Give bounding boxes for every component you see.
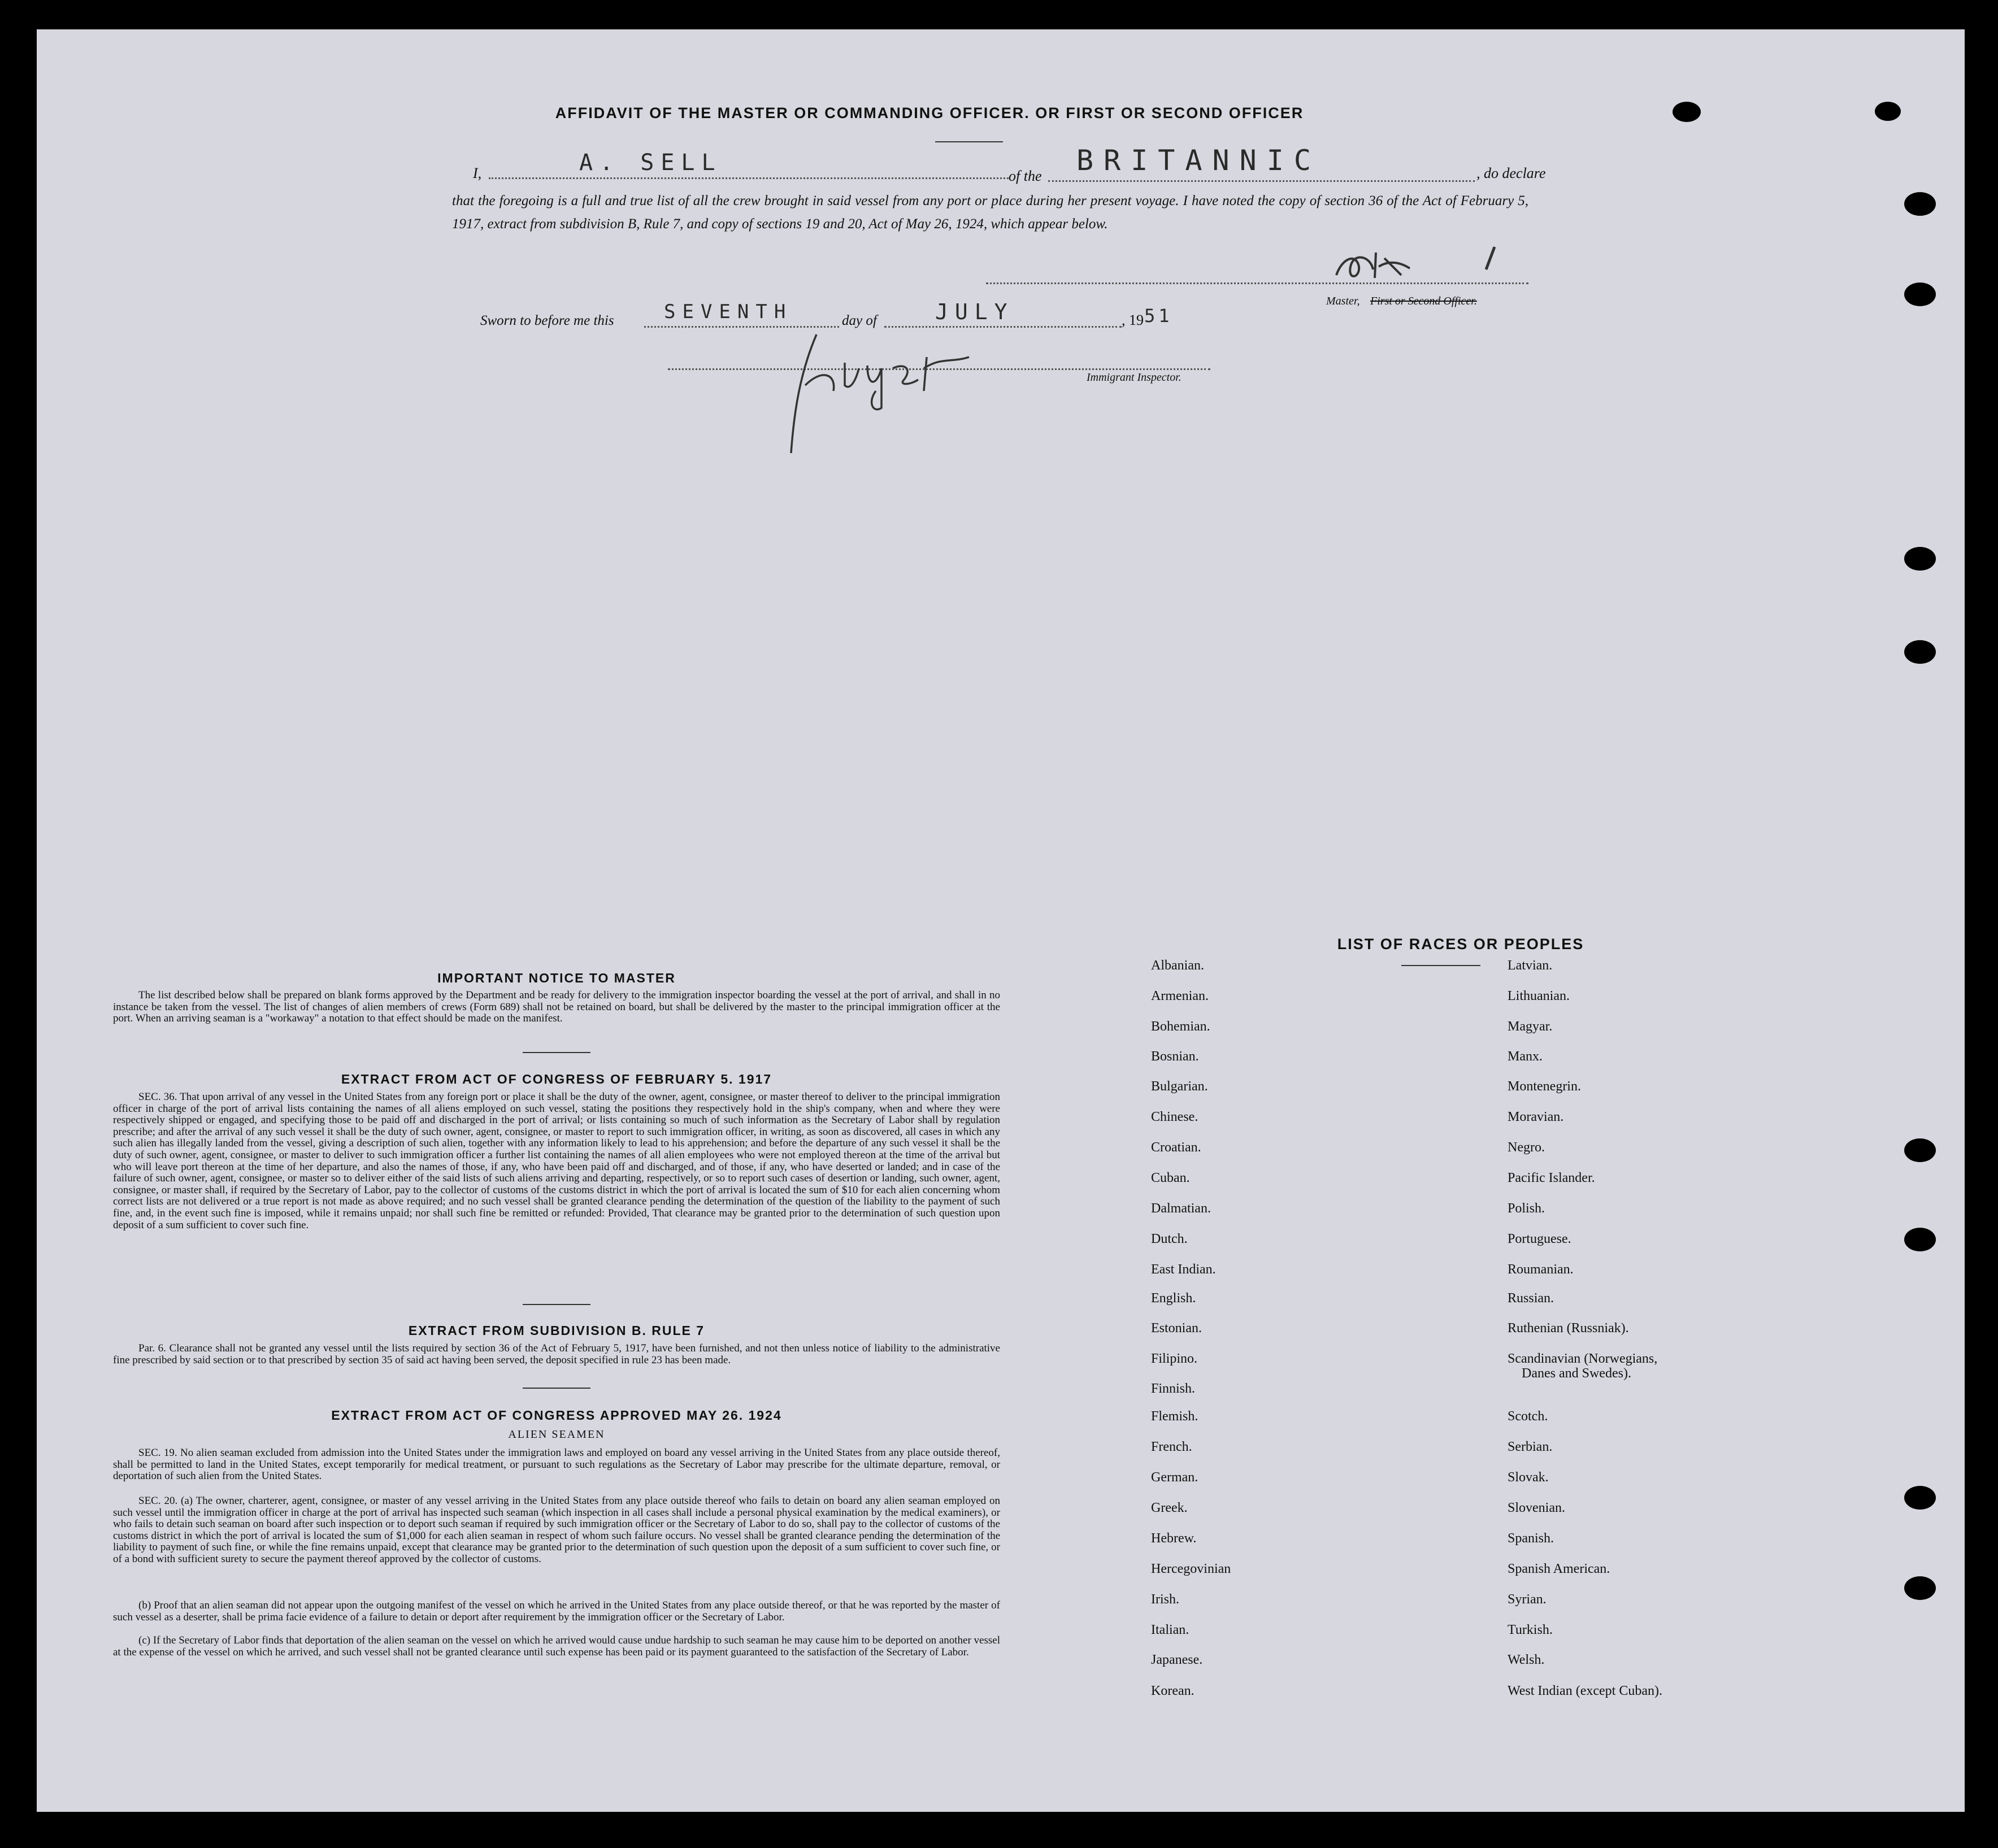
race-item: West Indian (except Cuban).: [1508, 1684, 1662, 1698]
race-item: German.: [1151, 1470, 1198, 1485]
sec20b-body: (b) Proof that an alien seaman did not appear upon the outgoing manifest of the vessel on which he arrived in the United States from any place outside thereof, or that he was reported by the master of such vessel as a deserter, shall be prima facie evidence of a failure to detain or deport after requirement by the immigration officer or the Secretary of Labor.: [113, 1599, 1000, 1623]
race-item: Korean.: [1151, 1684, 1195, 1698]
race-item: Polish.: [1508, 1201, 1545, 1216]
race-item: Estonian.: [1151, 1321, 1202, 1336]
inspector-label: Immigrant Inspector.: [1087, 371, 1182, 384]
of-the-label: of the: [1009, 168, 1042, 184]
race-item: Portuguese.: [1508, 1232, 1571, 1246]
affidavit-body: that the foregoing is a full and true list of all the crew brought in said vessel from any port or place during her present voyage. I have noted the copy of section 36 of the Act of February 5, 1917, extract from subdivision B, Rule 7, and copy of sections 19 and 20, Act of May 26, 1924, which appear below.: [452, 193, 1528, 232]
notice-divider: [523, 1052, 590, 1053]
punch-hole: [1904, 192, 1936, 216]
race-item: Serbian.: [1508, 1440, 1553, 1454]
day-handwritten: SEVENTH: [664, 301, 793, 323]
master-label: Master,: [1326, 295, 1360, 307]
race-item: Dutch.: [1151, 1232, 1188, 1246]
rule7-divider: [523, 1388, 590, 1389]
race-item: Welsh.: [1508, 1653, 1545, 1667]
race-item: Spanish.: [1508, 1531, 1554, 1546]
race-item: Moravian.: [1508, 1110, 1564, 1124]
race-item: Russian.: [1508, 1291, 1554, 1306]
i-label: I,: [473, 165, 482, 181]
race-item: Lithuanian.: [1508, 989, 1570, 1003]
punch-hole: [1904, 547, 1936, 571]
struck-officer-label: First or Second Officer.: [1370, 295, 1477, 307]
rule7-body: Par. 6. Clearance shall not be granted any vessel until the lists required by section 36 of the Act of February 5, 1917, have been furnished, and not then unless notice of liability to the administrative fine prescribed by said section or to that prescribed by section 35 of said act having been served, the deposit specified in rule 23 has been made.: [113, 1342, 1000, 1366]
race-item: Hercegovinian: [1151, 1562, 1231, 1576]
notice-body: The list described below shall be prepared on blank forms approved by the Department and be ready for delivery to the immigration inspector boarding the vessel at the port of arrival, and shall in no instance be taken from the vessel. The list of changes of alien members of crews (Form 689) shall not be retained on board, but shall be delivered by the master to the principal immigration officer at the port. When an arriving seaman is a "workaway" a notation to that effect should be made on the manifest.: [113, 989, 1000, 1025]
race-item: Bosnian.: [1151, 1049, 1199, 1064]
race-item: Italian.: [1151, 1623, 1189, 1637]
race-item: Irish.: [1151, 1592, 1179, 1607]
race-item: Armenian.: [1151, 989, 1209, 1003]
race-item: Roumanian.: [1508, 1262, 1574, 1277]
punch-hole: [1904, 1138, 1936, 1162]
race-item: Latvian.: [1508, 958, 1553, 973]
race-item: Croatian.: [1151, 1140, 1201, 1155]
notice-title: IMPORTANT NOTICE TO MASTER: [437, 971, 676, 985]
vessel-line: [1048, 180, 1475, 182]
race-item: Chinese.: [1151, 1110, 1198, 1124]
year-prefix: , 19: [1122, 312, 1144, 328]
race-item: Hebrew.: [1151, 1531, 1197, 1546]
race-item: Ruthenian (Russniak).: [1508, 1321, 1629, 1336]
extract-1917-title: EXTRACT FROM ACT OF CONGRESS OF FEBRUARY 5. 1917: [341, 1072, 772, 1086]
race-item: Negro.: [1508, 1140, 1545, 1155]
race-item: Dalmatian.: [1151, 1201, 1211, 1216]
vessel-handwritten: BRITANNIC: [1076, 144, 1321, 177]
race-item: Manx.: [1508, 1049, 1543, 1064]
races-divider: [1401, 965, 1480, 966]
race-item: Flemish.: [1151, 1409, 1198, 1424]
race-item: Slovenian.: [1508, 1501, 1565, 1515]
race-item: East Indian.: [1151, 1262, 1216, 1277]
race-item: Greek.: [1151, 1501, 1188, 1515]
name-handwritten: A. SELL: [579, 150, 722, 176]
sec19-body: SEC. 19. No alien seaman excluded from admission into the United States under the immigration laws and employed on board any vessel arriving in the United States from any place outside thereof, shall be permitted to land in the United States, except temporarily for medical treatment, or pursuant to such regulations as the Secretary of Labor may prescribe for the ultimate departure, removal, or deportation of such alien from the United States.: [113, 1447, 1000, 1482]
affidavit-title: AFFIDAVIT OF THE MASTER OR COMMANDING OFFICER. OR FIRST OR SECOND OFFICER: [555, 105, 1304, 121]
do-declare: , do declare: [1476, 165, 1546, 181]
race-item: Magyar.: [1508, 1019, 1553, 1034]
punch-hole: [1904, 1486, 1936, 1510]
inspector-signature: [783, 323, 1020, 464]
race-item: Japanese.: [1151, 1653, 1203, 1667]
race-item: Cuban.: [1151, 1171, 1190, 1185]
race-item: Albanian.: [1151, 958, 1204, 973]
race-item: Bohemian.: [1151, 1019, 1210, 1034]
race-item: Filipino.: [1151, 1351, 1198, 1366]
day-of-label: day of: [842, 313, 877, 328]
race-item: Scandinavian (Norwegians,: [1508, 1351, 1658, 1366]
sec20c-body: (c) If the Secretary of Labor finds that deportation of the alien seaman on the vessel on which he arrived would cause undue hardship to such seaman he may cause him to be deported on another vessel at the expense of the vessel on which he arrived, and such vessel shall not be granted clearance until such expense has been paid or its payment guaranteed to the satisfaction of the Secretary of Labor.: [113, 1634, 1000, 1658]
race-item: Slovak.: [1508, 1470, 1549, 1485]
year-handwritten: 51: [1144, 305, 1173, 327]
punch-hole: [1904, 640, 1936, 664]
race-item: Spanish American.: [1508, 1562, 1610, 1576]
sec20a-body: SEC. 20. (a) The owner, charterer, agent, consignee, or master of any vessel arriving in the United States from any place outside thereof who fails to detain on board any alien seaman employed on such vessel until the immigration officer in charge at the port of arrival has inspected such seaman (which inspection in all cases shall include a personal physical examination by the medical examiners), or who fails to detain such seaman on board after such inspection or to deport such seaman if required by such immigration officer or the Secretary of Labor to do so, shall pay to the collector of customs of the customs district in which the port of arrival is located the sum of $1,000 for each alien seaman in respect of whom such failure occurs. No vessel shall be granted clearance pending the determination of the liability to payment of such fine, or while the fine remains unpaid, except that clearance may be granted prior to the determination of such question upon the deposit of a sum sufficient to cover such fine, or of a bond with sufficient surety to secure the payment thereof approved by the collector of customs.: [113, 1495, 1000, 1565]
extract-1917-body: SEC. 36. That upon arrival of any vessel in the United States from any foreign port or place it shall be the duty of the owner, agent, consignee, or master thereof to deliver to the principal immigration officer in charge of the port of arrival lists containing the names of all aliens employed on such vessel, stating the positions they respectively hold in the ship's company, when and where they were respectively shipped or engaged, and specifying those to be paid off and discharged in the port of arrival; or lists containing so much of such information as the Secretary of Labor shall by regulation prescribe; and after the arrival of any such vessel it shall be the duty of such owner, agent, consignee, or master to report to such immigration officer, in writing, as soon as discovered, all cases in which any such alien has illegally landed from the vessel, giving a description of such alien, together with any information likely to lead to his apprehension; and before the departure of any such vessel it shall be the duty of such owner, agent, consignee, or master to deliver to such immigration officer a further list containing the names of all alien employees who were not employed thereon at the time of the arrival but who will leave port thereon at the time of her departure, and also the names of those, if any, who have been paid off and discharged, and of those, if any, who have deserted or landed; and in case of the failure of such owner, agent, consignee, or master so to deliver either of the said lists of such aliens arriving and departing, respectively, or so to report such cases of desertion or landing, such owner, agent, consignee, or master shall, if required by the Secretary of Labor, pay to the collector of customs of the customs district in which the port of arrival is located the sum of $10 for each alien concerning whom correct lists are not delivered or a true report is not made as above required; and no such vessel shall be granted clearance pending the determination of the question of the liability to the payment of such fine, and, in the event such fine is imposed, while it remains unpaid; nor shall such fine be remitted or refunded: Provided, That clearance may be granted prior to the determination of such question upon deposit of a sum sufficient to cover such fine.: [113, 1091, 1000, 1231]
extract-1924-subtitle: ALIEN SEAMEN: [508, 1428, 605, 1441]
month-handwritten: JULY: [935, 299, 1014, 324]
punch-hole: [1875, 102, 1901, 121]
name-line: [489, 177, 1009, 179]
document-sheet: [37, 29, 1965, 1812]
rule7-title: EXTRACT FROM SUBDIVISION B. RULE 7: [408, 1323, 705, 1338]
punch-hole: [1904, 1576, 1936, 1600]
extract-1917-divider: [523, 1304, 590, 1305]
sworn-label: Sworn to before me this: [480, 313, 614, 328]
punch-hole: [1904, 1228, 1936, 1251]
race-item: Danes and Swedes).: [1522, 1366, 1631, 1381]
punch-hole: [1673, 102, 1701, 122]
extract-1924-title: EXTRACT FROM ACT OF CONGRESS APPROVED MAY 26. 1924: [331, 1408, 782, 1423]
race-item: English.: [1151, 1291, 1196, 1306]
race-item: Montenegrin.: [1508, 1079, 1581, 1094]
race-item: Bulgarian.: [1151, 1079, 1208, 1094]
race-item: Finnish.: [1151, 1381, 1196, 1396]
race-item: Turkish.: [1508, 1623, 1553, 1637]
race-item: Pacific Islander.: [1508, 1171, 1595, 1185]
punch-hole: [1904, 282, 1936, 306]
race-item: Scotch.: [1508, 1409, 1548, 1424]
title-divider: [935, 141, 1003, 142]
race-item: French.: [1151, 1440, 1192, 1454]
master-signature: [1325, 236, 1517, 292]
races-title: LIST OF RACES OR PEOPLES: [1337, 936, 1584, 953]
race-item: Syrian.: [1508, 1592, 1547, 1607]
